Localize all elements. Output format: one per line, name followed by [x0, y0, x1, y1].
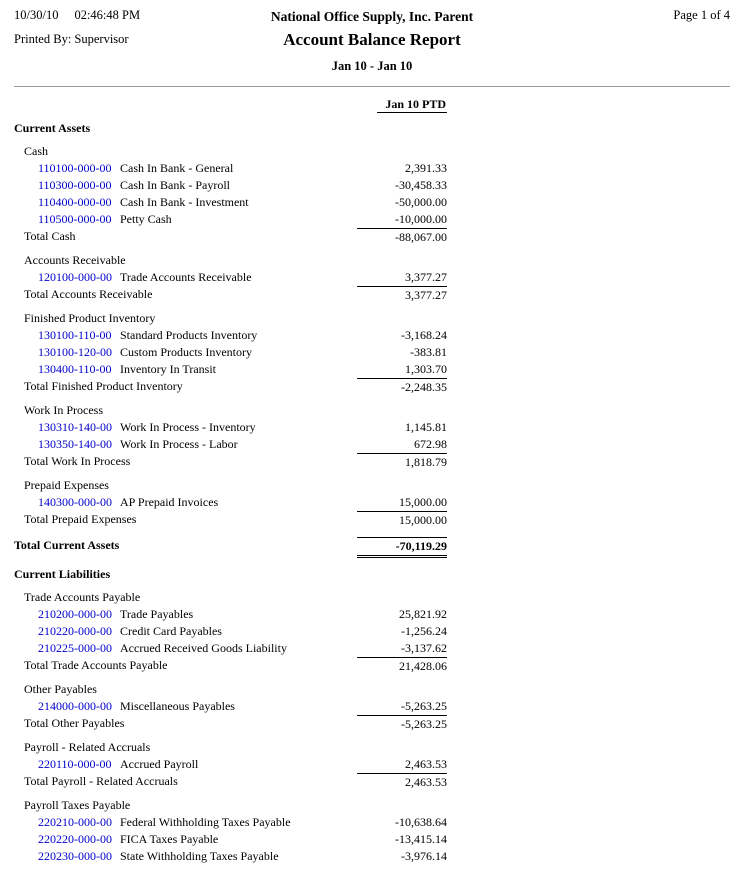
account-link[interactable]: 110300-000-00 [38, 178, 112, 192]
account-group [14, 681, 447, 733]
group-name: Payroll Taxes Payable [24, 798, 131, 812]
group-total-label: Total Prepaid Expenses [24, 512, 137, 526]
account-row [14, 698, 447, 715]
account-description: Trade Payables [120, 607, 194, 621]
group-total-label: Total Trade Accounts Payable [24, 658, 168, 672]
report-body [14, 120, 447, 865]
section-title: Current Assets [14, 121, 91, 135]
column-header-row [14, 97, 447, 112]
group-total-label: Total Other Payables [24, 716, 125, 730]
group-total-row [14, 453, 447, 471]
account-description: Cash In Bank - Payroll [120, 178, 230, 192]
group-total-label: Total Accounts Receivable [24, 287, 153, 301]
account-link[interactable]: 210225-000-00 [38, 641, 112, 655]
account-link[interactable]: 220220-000-00 [38, 832, 112, 846]
group-total-row [14, 286, 447, 304]
account-amount: -50,000.00 [395, 195, 447, 209]
account-group [14, 143, 447, 246]
account-amount: 672.98 [414, 437, 447, 451]
account-link[interactable]: 120100-000-00 [38, 270, 112, 284]
account-group [14, 310, 447, 396]
account-row [14, 494, 447, 511]
account-row [14, 177, 447, 194]
account-amount: -3,168.24 [401, 328, 447, 342]
account-amount: 1,303.70 [405, 362, 447, 376]
account-link[interactable]: 110500-000-00 [38, 212, 112, 226]
account-amount: 2,391.33 [405, 161, 447, 175]
account-row [14, 194, 447, 211]
group-total-row [14, 511, 447, 529]
column-header-ptd: Jan 10 PTD [377, 97, 447, 113]
group-total-row [14, 228, 447, 246]
account-group [14, 252, 447, 304]
page-number: Page 1 of 4 [673, 8, 730, 22]
account-description: AP Prepaid Invoices [120, 495, 219, 509]
group-total-label: Total Finished Product Inventory [24, 379, 183, 393]
account-row [14, 361, 447, 378]
account-link[interactable]: 220230-000-00 [38, 849, 112, 863]
account-row [14, 269, 447, 286]
group-name: Other Payables [24, 682, 97, 696]
account-description: Cash In Bank - Investment [120, 195, 249, 209]
account-amount: 2,463.53 [405, 757, 447, 771]
account-group [14, 477, 447, 529]
group-total-row [14, 773, 447, 791]
header-left [14, 8, 194, 47]
account-description: Miscellaneous Payables [120, 699, 235, 713]
account-description: Inventory In Transit [120, 362, 216, 376]
account-row [14, 814, 447, 831]
account-row [14, 436, 447, 453]
account-link[interactable]: 130400-110-00 [38, 362, 112, 376]
account-amount: 25,821.92 [399, 607, 447, 621]
account-amount: 3,377.27 [405, 270, 447, 284]
company-name: National Office Supply, Inc. Parent [270, 9, 474, 24]
group-name: Trade Accounts Payable [24, 590, 141, 604]
group-total-amount: 1,818.79 [357, 453, 447, 471]
account-description: FICA Taxes Payable [120, 832, 219, 846]
group-total-amount: -88,067.00 [357, 228, 447, 246]
print-date: 10/30/10 [14, 8, 59, 22]
account-description: Accrued Received Goods Liability [120, 641, 287, 655]
group-name: Work In Process [24, 403, 104, 417]
account-description: Cash In Bank - General [120, 161, 234, 175]
account-link[interactable]: 140300-000-00 [38, 495, 112, 509]
account-link[interactable]: 220110-000-00 [38, 757, 112, 771]
account-amount: 1,145.81 [405, 420, 447, 434]
account-amount: -383.81 [410, 345, 447, 359]
account-description: Trade Accounts Receivable [120, 270, 252, 284]
account-link[interactable]: 110100-000-00 [38, 161, 112, 175]
account-description: Credit Card Payables [120, 624, 222, 638]
account-amount: 15,000.00 [399, 495, 447, 509]
account-link[interactable]: 220210-000-00 [38, 815, 112, 829]
account-description: Custom Products Inventory [120, 345, 252, 359]
account-amount: -30,458.33 [395, 178, 447, 192]
account-row [14, 606, 447, 623]
account-description: Work In Process - Inventory [120, 420, 256, 434]
account-row [14, 623, 447, 640]
account-description: Federal Withholding Taxes Payable [120, 815, 291, 829]
account-link[interactable]: 130310-140-00 [38, 420, 112, 434]
group-name: Cash [24, 144, 48, 158]
account-link[interactable]: 130100-120-00 [38, 345, 112, 359]
report-title: Account Balance Report [283, 30, 461, 49]
account-link[interactable]: 210220-000-00 [38, 624, 112, 638]
account-description: Accrued Payroll [120, 757, 199, 771]
account-amount: -10,638.64 [395, 815, 447, 829]
account-link[interactable]: 110400-000-00 [38, 195, 112, 209]
section-total-row [14, 537, 447, 558]
group-total-label: Total Work In Process [24, 454, 131, 468]
account-group [14, 589, 447, 675]
account-link[interactable]: 130100-110-00 [38, 328, 112, 342]
group-total-amount: 2,463.53 [357, 773, 447, 791]
header-center [194, 8, 550, 50]
account-group [14, 739, 447, 791]
account-row [14, 756, 447, 773]
account-row [14, 344, 447, 361]
account-amount: -13,415.14 [395, 832, 447, 846]
section-total-amount: -70,119.29 [357, 537, 447, 558]
account-link[interactable]: 210200-000-00 [38, 607, 112, 621]
account-amount: -10,000.00 [395, 212, 447, 226]
group-total-label: Total Payroll - Related Accruals [24, 774, 178, 788]
account-group [14, 797, 447, 865]
group-total-row [14, 715, 447, 733]
printed-by: Printed By: Supervisor [14, 32, 129, 46]
group-total-label: Total Cash [24, 229, 76, 243]
account-amount: -3,137.62 [401, 641, 447, 655]
account-link[interactable]: 130350-140-00 [38, 437, 112, 451]
account-row [14, 831, 447, 848]
section-total-label: Total Current Assets [14, 538, 120, 552]
account-row [14, 327, 447, 344]
account-row [14, 211, 447, 228]
report-section [14, 566, 447, 865]
account-row [14, 848, 447, 865]
account-description: Work In Process - Labor [120, 437, 238, 451]
account-group [14, 402, 447, 471]
account-row [14, 640, 447, 657]
account-row [14, 160, 447, 177]
account-description: Standard Products Inventory [120, 328, 258, 342]
group-name: Finished Product Inventory [24, 311, 156, 325]
account-amount: -3,976.14 [401, 849, 447, 863]
group-total-amount: 3,377.27 [357, 286, 447, 304]
group-name: Accounts Receivable [24, 253, 126, 267]
print-datetime [14, 8, 194, 23]
section-title: Current Liabilities [14, 567, 111, 581]
header-divider [14, 86, 730, 87]
account-link[interactable]: 214000-000-00 [38, 699, 112, 713]
account-description: State Withholding Taxes Payable [120, 849, 279, 863]
group-total-amount: -5,263.25 [357, 715, 447, 733]
group-total-amount: -2,248.35 [357, 378, 447, 396]
account-amount: -1,256.24 [401, 624, 447, 638]
group-name: Prepaid Expenses [24, 478, 109, 492]
print-time: 02:46:48 PM [74, 8, 141, 22]
group-name: Payroll - Related Accruals [24, 740, 151, 754]
group-total-amount: 15,000.00 [357, 511, 447, 529]
account-amount: -5,263.25 [401, 699, 447, 713]
report-header [14, 8, 730, 50]
group-total-amount: 21,428.06 [357, 657, 447, 675]
report-section [14, 120, 447, 558]
group-total-row [14, 378, 447, 396]
account-row [14, 419, 447, 436]
report-period: Jan 10 - Jan 10 [331, 59, 413, 73]
group-total-row [14, 657, 447, 675]
account-description: Petty Cash [120, 212, 172, 226]
